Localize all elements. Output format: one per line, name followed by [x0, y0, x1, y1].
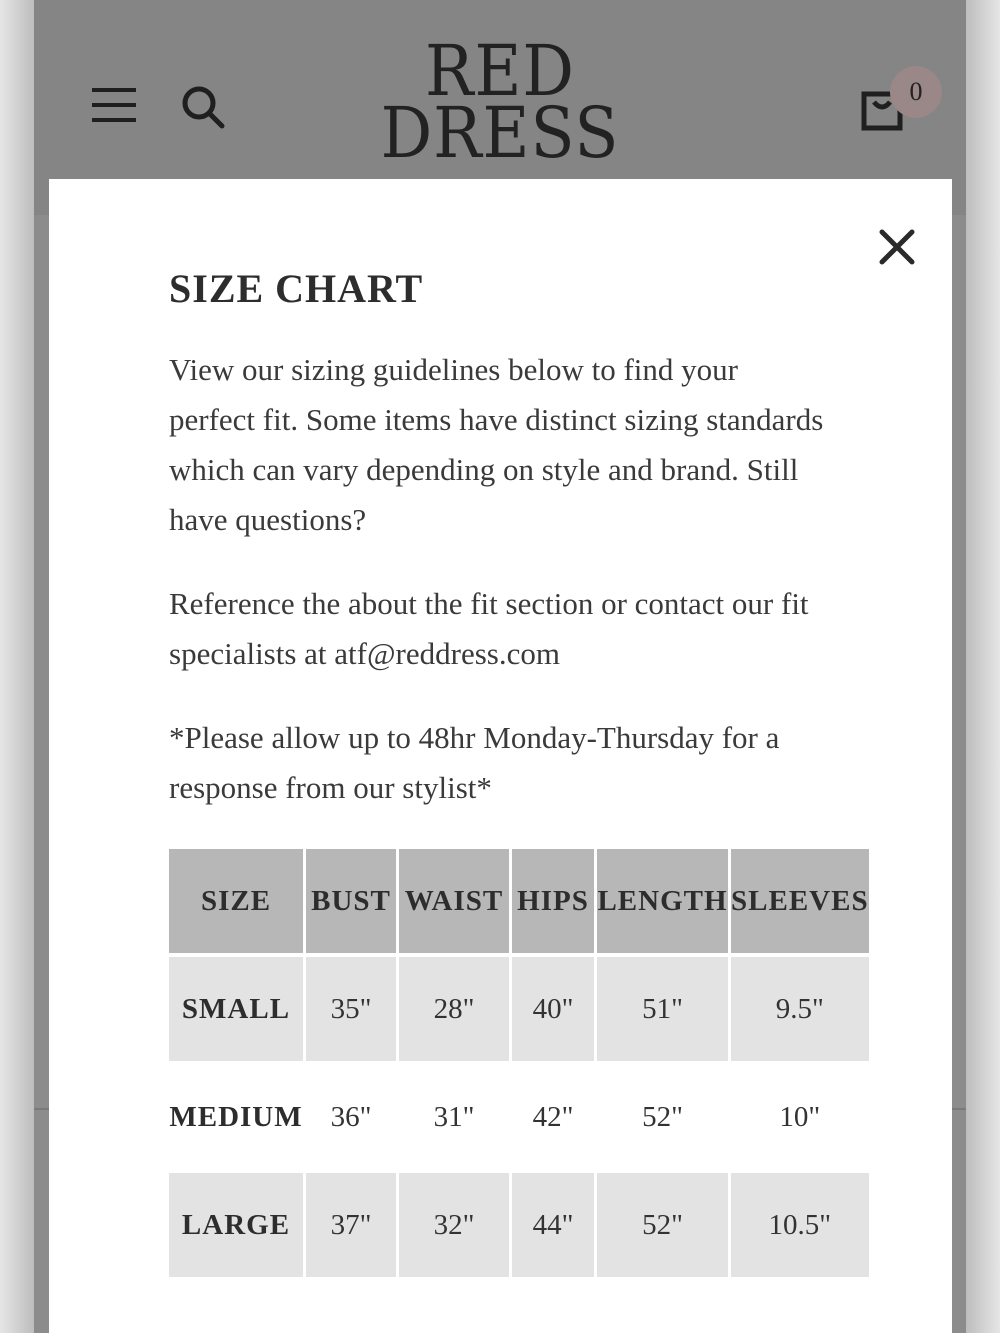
size-label: MEDIUM	[169, 1100, 303, 1133]
device-frame-right	[966, 0, 1000, 1333]
column-header-sleeves: SLEEVES	[731, 849, 869, 953]
sleeves-value: 10.5"	[731, 1173, 869, 1277]
sizing-guidelines-text: View our sizing guidelines below to find your perfect fit. Some items have distinct sizing standards which can vary depending on style and brand. Still have questions?	[169, 352, 824, 537]
column-header-bust: BUST	[306, 849, 396, 953]
logo-line-red: RED	[425, 30, 575, 112]
size-label: LARGE	[169, 1173, 303, 1277]
length-value: 51"	[597, 957, 728, 1061]
device-frame-left	[0, 0, 34, 1333]
logo-line-dress: DRESS	[380, 92, 620, 174]
bust-value: 35"	[306, 957, 396, 1061]
close-icon[interactable]	[877, 227, 917, 267]
table-row	[169, 1065, 869, 1169]
site-logo[interactable]	[34, 30, 966, 174]
modal-title: SIZE CHART	[169, 266, 424, 311]
length-value: 52"	[597, 1173, 728, 1277]
cart-count-badge: 0	[890, 66, 942, 118]
column-header-waist: WAIST	[399, 849, 509, 953]
table-row	[169, 957, 869, 1061]
sleeves-value: 9.5"	[731, 957, 869, 1061]
hips-value: 40"	[512, 957, 594, 1061]
hips-value: 42"	[532, 1100, 574, 1133]
fit-contact-text: Reference the about the fit section or contact our fit specialists at atf@reddress.com	[169, 586, 809, 671]
sleeves-value: 10"	[779, 1100, 821, 1133]
waist-value: 32"	[399, 1173, 509, 1277]
size-chart-modal	[49, 179, 952, 1333]
waist-value: 28"	[399, 957, 509, 1061]
column-header-hips: HIPS	[512, 849, 594, 953]
bust-value: 36"	[330, 1100, 372, 1133]
length-value: 52"	[642, 1100, 683, 1133]
bust-value: 37"	[306, 1173, 396, 1277]
size-label: SMALL	[169, 957, 303, 1061]
table-row	[169, 1173, 869, 1277]
hips-value: 44"	[512, 1173, 594, 1277]
size-chart-table	[166, 849, 872, 1277]
table-header-row	[169, 849, 869, 953]
waist-value: 31"	[433, 1100, 475, 1133]
column-header-size: SIZE	[169, 849, 303, 953]
response-time-note: *Please allow up to 48hr Monday-Thursday for a response from our stylist*	[169, 720, 780, 805]
column-header-length: LENGTH	[597, 849, 728, 953]
